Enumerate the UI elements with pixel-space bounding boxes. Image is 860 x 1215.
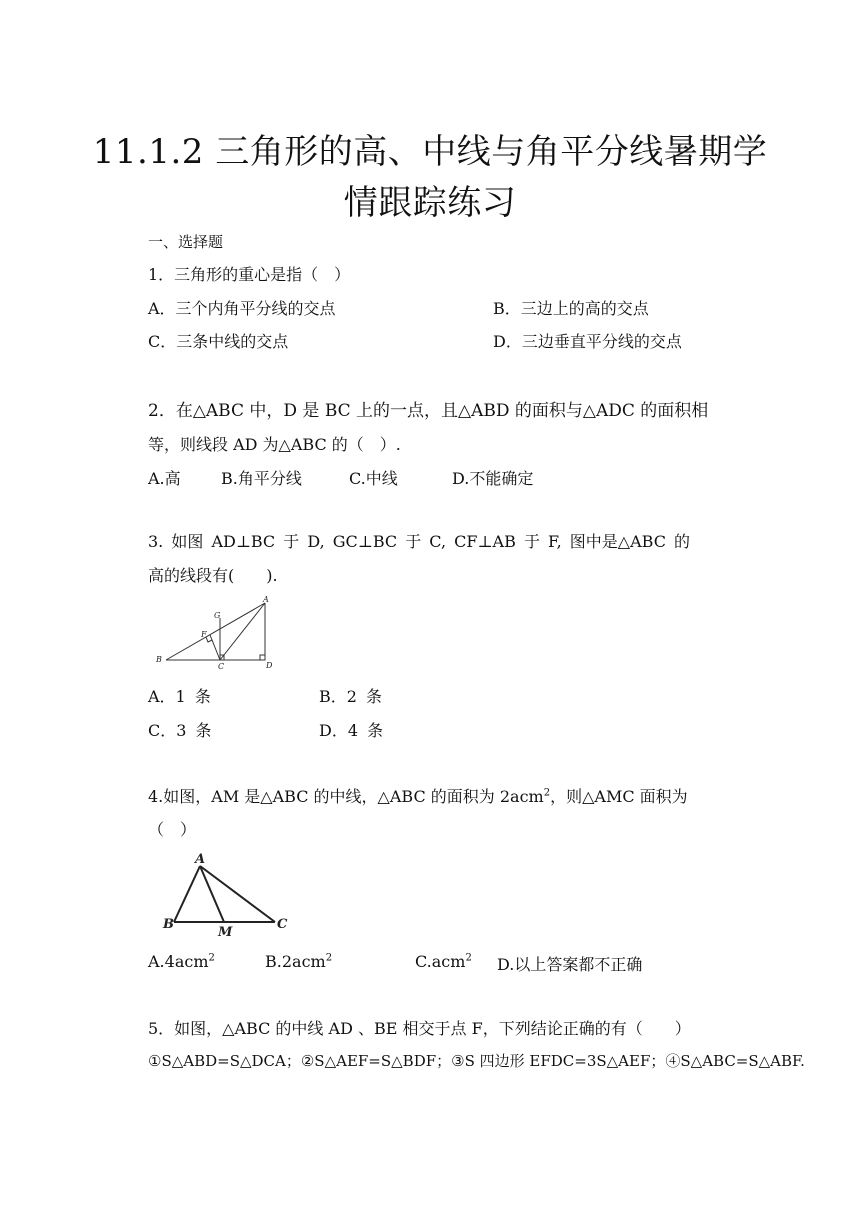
question-4-option-b: B.2acm$^2$ bbox=[265, 952, 333, 971]
question-4-line-1-part-a: 4.如图，AM 是△ABC 的中线，△ABC 的面积为 2acm bbox=[148, 787, 544, 806]
label-d: D bbox=[266, 661, 273, 670]
question-2-option-d: D.不能确定 bbox=[452, 469, 534, 488]
segment-fc bbox=[210, 635, 220, 660]
label-b: B bbox=[163, 917, 174, 932]
question-4-option-d: D.以上答案都不正确 bbox=[497, 955, 643, 974]
section-heading: 一、选择题 bbox=[148, 233, 224, 251]
question-4-line-1-part-b: ，则△AMC 面积为 bbox=[550, 787, 688, 806]
question-3-line-1: 3. 如图 AD⊥BC 于 D, GC⊥BC 于 C, CF⊥AB 于 F, 图中是△ABC 的 bbox=[148, 532, 691, 551]
question-3-line-2: 高的线段有( ). bbox=[148, 566, 278, 585]
segment-ba bbox=[174, 866, 200, 922]
segment-ca bbox=[220, 603, 265, 660]
label-c: C bbox=[218, 662, 225, 670]
question-5-line-2: ①S△ABD=S△DCA；②S△AEF=S△BDF；③S 四边形 EFDC=3S△AEF；④S△ABC=S△ABF. bbox=[148, 1052, 805, 1070]
title-line-2: 情跟踪练习 bbox=[343, 183, 517, 223]
question-1-option-c: C．三条中线的交点 bbox=[148, 332, 289, 351]
question-4-line-1 bbox=[148, 784, 688, 807]
title-line-1: 11.1.2 三角形的高、中线与角平分线暑期学 bbox=[92, 132, 768, 172]
question-2-option-b: B.角平分线 bbox=[221, 469, 302, 488]
question-3-option-b: B．2 条 bbox=[319, 687, 383, 706]
right-angle-d bbox=[260, 655, 265, 660]
question-3-option-a: A．1 条 bbox=[148, 687, 211, 706]
question-2-line-2: 等，则线段 AD 为△ABC 的（ ）. bbox=[148, 435, 401, 454]
question-4-unit-exponent: 2 bbox=[543, 787, 551, 799]
question-3-figure bbox=[148, 596, 288, 670]
question-3-option-c: C．3 条 bbox=[148, 721, 212, 740]
label-a: A bbox=[263, 596, 269, 604]
label-m: M bbox=[218, 925, 233, 938]
question-1-stem: 1．三角形的重心是指（ ） bbox=[148, 265, 351, 284]
question-2-line-1: 2．在△ABC 中，D 是 BC 上的一点，且△ABD 的面积与△ADC 的面积相 bbox=[148, 401, 709, 421]
question-4-option-a: A.4acm$^2$ bbox=[148, 952, 215, 971]
label-g: G bbox=[214, 611, 221, 620]
question-5-line-1: 5．如图，△ABC 的中线 AD 、BE 相交于点 F，下列结论正确的有（ ） bbox=[148, 1019, 691, 1038]
label-f: F bbox=[201, 630, 207, 639]
question-3-option-d: D．4 条 bbox=[319, 721, 384, 740]
question-4-line-2: （ ） bbox=[148, 820, 197, 839]
label-a: A bbox=[195, 852, 206, 867]
question-2-option-c: C.中线 bbox=[349, 469, 398, 488]
question-1-option-a: A．三个内角平分线的交点 bbox=[148, 299, 336, 318]
question-1-option-d: D．三边垂直平分线的交点 bbox=[493, 332, 682, 351]
question-2-option-a: A.高 bbox=[148, 469, 181, 488]
question-4-option-c: C.acm$^2$ bbox=[415, 952, 472, 971]
question-4-figure bbox=[160, 852, 294, 938]
question-1-option-b: B．三边上的高的交点 bbox=[493, 299, 649, 318]
label-c: C bbox=[277, 917, 288, 932]
label-b: B bbox=[156, 655, 162, 664]
